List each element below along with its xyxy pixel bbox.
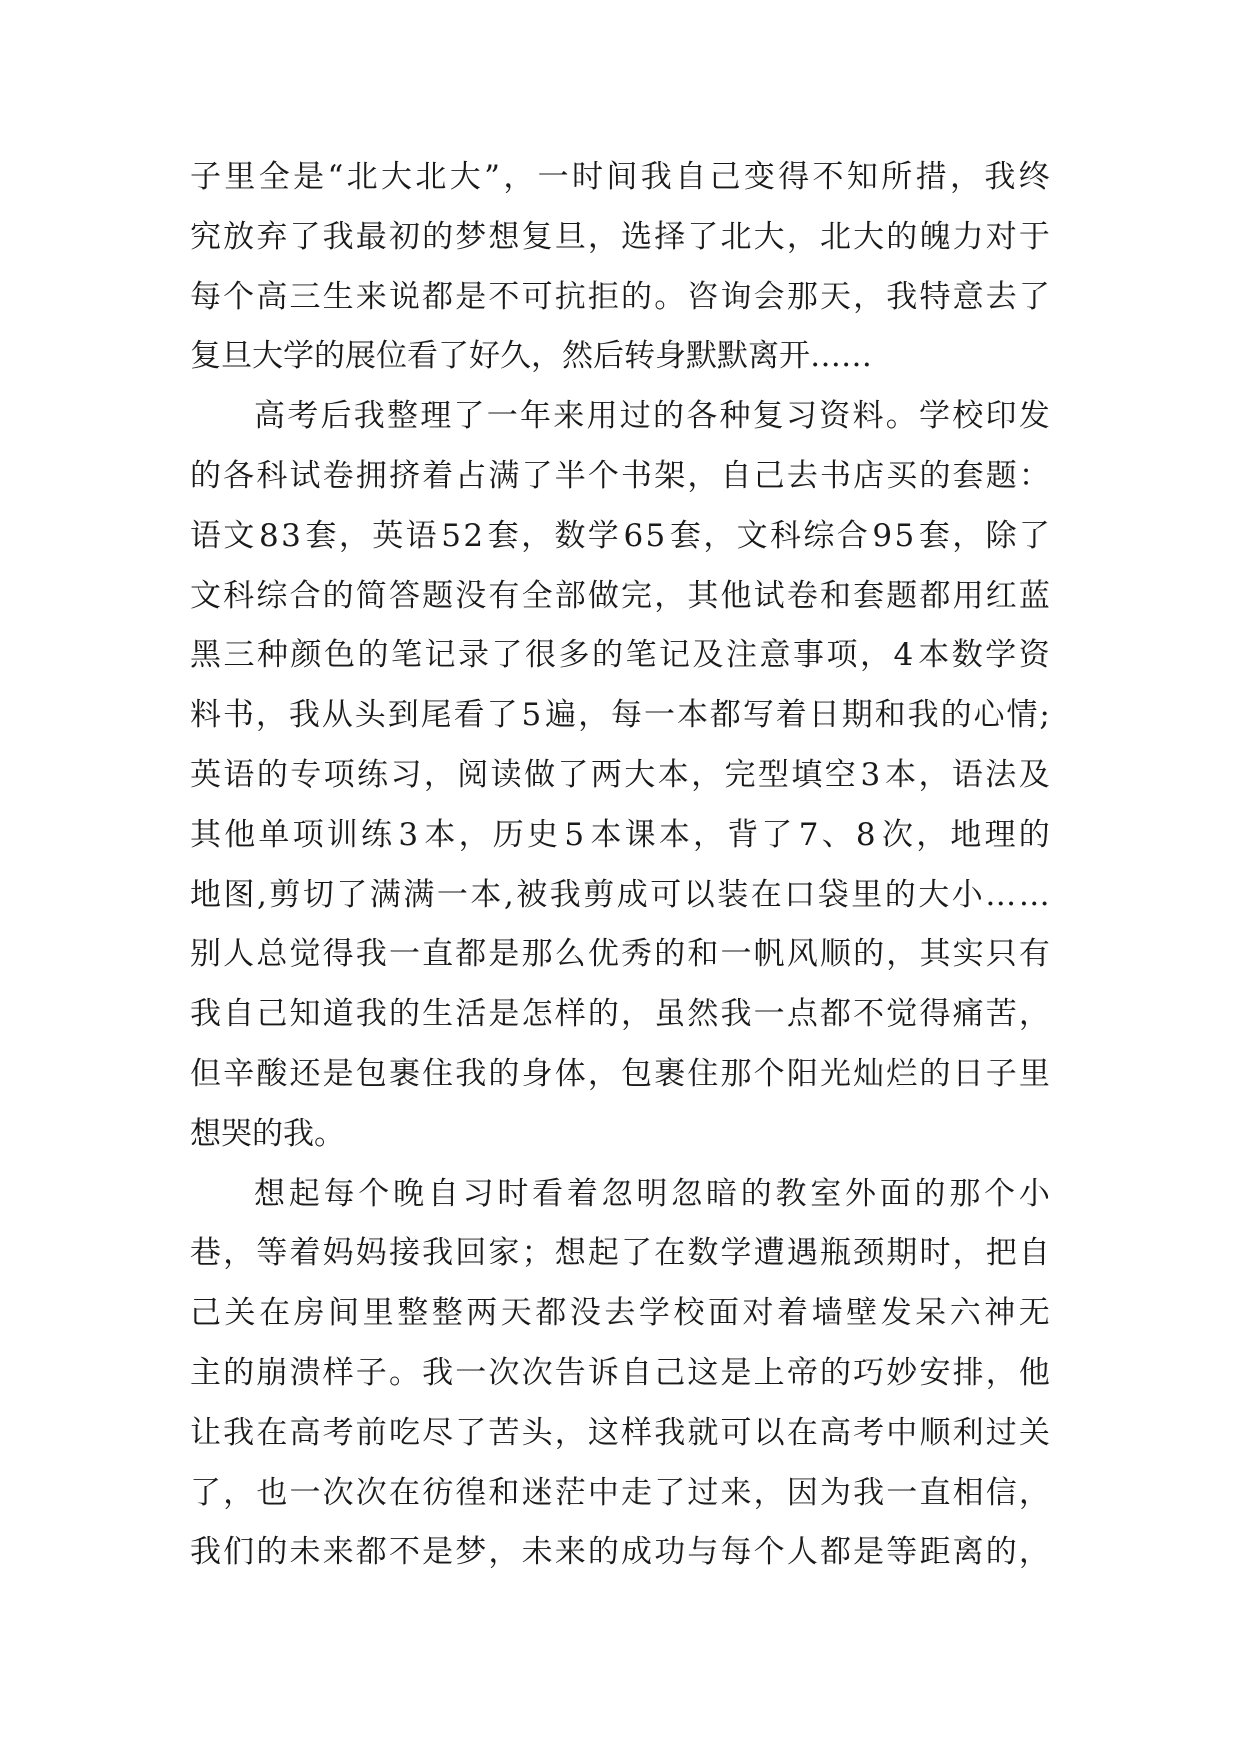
text-line: 语 文 8 3 套 ， 英 语 5 2 套 ， 数 学 6 5 套 ， 文 科 综 合 9 5 套 ， 除 了 (190, 517, 1050, 554)
text-line: 但 辛 酸 还 是 包 裹 住 我 的 身 体 ， 包 裹 住 那 个 阳 光 灿 烂 的 日 子 里 (190, 1055, 1050, 1092)
text-line: 让 我 在 高 考 前 吃 尽 了 苦 头 ， 这 样 我 就 可 以 在 高 考 中 顺 利 过 关 (190, 1414, 1050, 1451)
text-line: 我 们 的 未 来 都 不 是 梦 ， 未 来 的 成 功 与 每 个 人 都 是 等 距 离 的 ， (190, 1534, 1050, 1571)
text-line: 的 各 科 试 卷 拥 挤 着 占 满 了 半 个 书 架 ， 自 己 去 书 店 买 的 套 题 ： (190, 457, 1050, 494)
text-line: 了 ， 也 一 次 次 在 彷 徨 和 迷 茫 中 走 了 过 来 ， 因 为 我 一 直 相 信 ， (190, 1474, 1050, 1511)
text-line: 英 语 的 专 项 练 习 ， 阅 读 做 了 两 大 本 ， 完 型 填 空 3 本 ， 语 法 及 (190, 756, 1050, 793)
text-line: 己 关 在 房 间 里 整 整 两 天 都 没 去 学 校 面 对 着 墙 壁 发 呆 六 神 无 (190, 1295, 1050, 1332)
text-line: 其 他 单 项 训 练 3 本 ， 历 史 5 本 课 本 ， 背 了 7 、 8 次 ， 地 理 的 (190, 816, 1050, 853)
text-line: 想哭的我。 (190, 1115, 345, 1152)
text-line: 子 里 全 是 “ 北 大 北 大 ” ， 一 时 间 我 自 己 变 得 不 知 所 措 ， 我 终 (190, 159, 1050, 195)
text-line: 黑 三 种 颜 色 的 笔 记 录 了 很 多 的 笔 记 及 注 意 事 项 ， 4 本 数 学 资 (190, 637, 1050, 674)
document-body-text (190, 148, 1050, 1583)
text-line: 别 人 总 觉 得 我 一 直 都 是 那 么 优 秀 的 和 一 帆 风 顺 的 ， 其 实 只 有 (190, 936, 1050, 973)
text-line: 料 书 ， 我 从 头 到 尾 看 了 5 遍 ， 每 一 本 都 写 着 日 期 和 我 的 心 情 ; (190, 697, 1050, 734)
text-line: 高 考 后 我 整 理 了 一 年 来 用 过 的 各 种 复 习 资 料 。 学 校 印 发 (254, 398, 1050, 435)
text-line: 究 放 弃 了 我 最 初 的 梦 想 复 旦 ， 选 择 了 北 大 ， 北 大 的 魄 力 对 于 (190, 218, 1050, 255)
text-line: 每 个 高 三 生 来 说 都 是 不 可 抗 拒 的 。 咨 询 会 那 天 ， 我 特 意 去 了 (190, 278, 1050, 315)
text-line: 复旦大学的展位看了好久，然后转身默默离开…… (190, 338, 872, 375)
text-line: 地 图 , 剪 切 了 满 满 一 本 , 被 我 剪 成 可 以 装 在 口 袋 里 的 大 小 … … (190, 876, 1050, 913)
text-line: 主 的 崩 溃 样 子 。 我 一 次 次 告 诉 自 己 这 是 上 帝 的 巧 妙 安 排 ， 他 (190, 1354, 1050, 1391)
text-line: 文 科 综 合 的 简 答 题 没 有 全 部 做 完 ， 其 他 试 卷 和 套 题 都 用 红 蓝 (190, 577, 1050, 614)
text-line: 我 自 己 知 道 我 的 生 活 是 怎 样 的 ， 虽 然 我 一 点 都 不 觉 得 痛 苦 ， (190, 996, 1050, 1033)
text-line: 想 起 每 个 晚 自 习 时 看 着 忽 明 忽 暗 的 教 室 外 面 的 那 个 小 (254, 1175, 1050, 1212)
text-line: 巷 ， 等 着 妈 妈 接 我 回 家 ； 想 起 了 在 数 学 遭 遇 瓶 颈 期 时 ， 把 自 (190, 1235, 1050, 1272)
